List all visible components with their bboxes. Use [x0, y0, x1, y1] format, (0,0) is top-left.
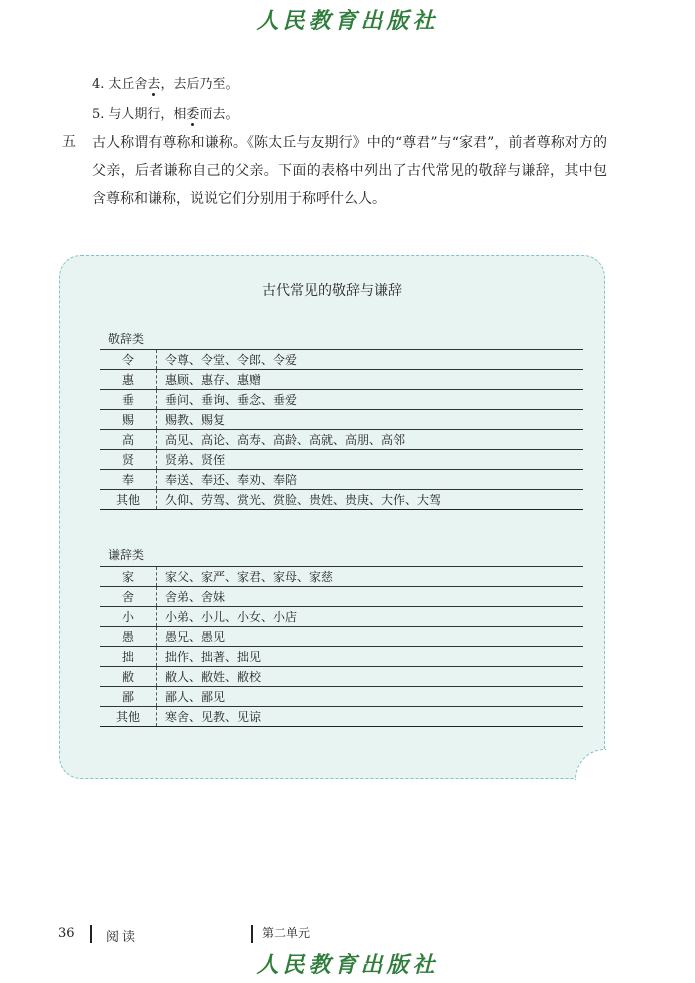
table-row: [100, 687, 583, 707]
term-values: 敝人、敝姓、敝校: [157, 667, 584, 687]
item-number: 5.: [92, 107, 105, 122]
table-row: [100, 450, 583, 470]
table-row: [100, 470, 583, 490]
table-row: [100, 587, 583, 607]
term-values: 久仰、劳驾、赏光、赏脸、贵姓、贵庚、大作、大驾: [157, 490, 584, 510]
term-key: 其他: [100, 490, 157, 510]
term-key: 令: [100, 350, 157, 370]
term-key: 小: [100, 607, 157, 627]
term-key: 其他: [100, 707, 157, 727]
item-text-pre: 与人期行，相: [108, 107, 187, 122]
term-values: 高见、高论、高寿、高龄、高就、高朋、高邻: [157, 430, 584, 450]
table-row: [100, 370, 583, 390]
panel-corner-notch: [575, 749, 606, 780]
term-key: 家: [100, 567, 157, 587]
respectful-table: [100, 349, 583, 510]
term-values: 赐教、赐复: [157, 410, 584, 430]
term-values: 令尊、令堂、令郎、令爱: [157, 350, 584, 370]
humble-table: [100, 566, 583, 727]
term-key: 愚: [100, 627, 157, 647]
footer-divider: [90, 925, 92, 943]
table-row: [100, 430, 583, 450]
publisher-footer: 人民教育出版社: [256, 952, 439, 978]
page-number: 36: [58, 926, 75, 941]
table-row: [100, 667, 583, 687]
term-key: 鄙: [100, 687, 157, 707]
table-row: [100, 567, 583, 587]
table-row: [100, 607, 583, 627]
question-number: 五: [62, 134, 76, 150]
panel-title: 古代常见的敬辞与谦辞: [262, 283, 402, 299]
table-row: [100, 490, 583, 510]
humble-label: 谦辞类: [108, 548, 145, 562]
table-row: [100, 350, 583, 370]
term-key: 舍: [100, 587, 157, 607]
table-row: [100, 647, 583, 667]
emphasized-char: 委: [186, 107, 200, 122]
item-number: 4.: [92, 77, 105, 92]
list-item-5: [92, 103, 238, 122]
item-text-post: ，去后乃至。: [160, 77, 239, 92]
terms-panel: [59, 255, 605, 779]
term-values: 愚兄、愚见: [157, 627, 584, 647]
term-key: 惠: [100, 370, 157, 390]
table-row: [100, 707, 583, 727]
term-key: 垂: [100, 390, 157, 410]
term-values: 家父、家严、家君、家母、家慈: [157, 567, 584, 587]
term-values: 垂问、垂询、垂念、垂爱: [157, 390, 584, 410]
term-values: 奉送、奉还、奉劝、奉陪: [157, 470, 584, 490]
footer-divider: [251, 925, 253, 943]
table-row: [100, 390, 583, 410]
term-values: 拙作、拙著、拙见: [157, 647, 584, 667]
question-text: 古人称谓有尊称和谦称。《陈太丘与友期行》中的“尊君”与“家君”，前者尊称对方的父亲，后者谦称自己的父亲。下面的表格中列出了古代常见的敬辞与谦辞，其中包含尊称和谦称，说说它们分别用于称呼什么人。: [92, 135, 607, 207]
term-values: 舍弟、舍妹: [157, 587, 584, 607]
term-values: 贤弟、贤侄: [157, 450, 584, 470]
table-row: [100, 627, 583, 647]
footer-section: 阅读: [106, 930, 139, 945]
list-item-4: [92, 73, 238, 92]
table-row: [100, 410, 583, 430]
item-text-post: 而去。: [199, 107, 239, 122]
term-key: 赐: [100, 410, 157, 430]
term-key: 贤: [100, 450, 157, 470]
publisher-header: 人民教育出版社: [256, 8, 439, 34]
term-values: 鄙人、鄙见: [157, 687, 584, 707]
term-key: 高: [100, 430, 157, 450]
term-key: 奉: [100, 470, 157, 490]
term-values: 寒舍、见教、见谅: [157, 707, 584, 727]
term-key: 拙: [100, 647, 157, 667]
respectful-label: 敬辞类: [108, 332, 145, 346]
emphasized-char: 去: [147, 77, 161, 92]
term-values: 惠顾、惠存、惠赠: [157, 370, 584, 390]
term-values: 小弟、小儿、小女、小店: [157, 607, 584, 627]
item-text-pre: 太丘舍: [108, 77, 148, 92]
footer-unit: 第二单元: [262, 926, 311, 940]
term-key: 敝: [100, 667, 157, 687]
